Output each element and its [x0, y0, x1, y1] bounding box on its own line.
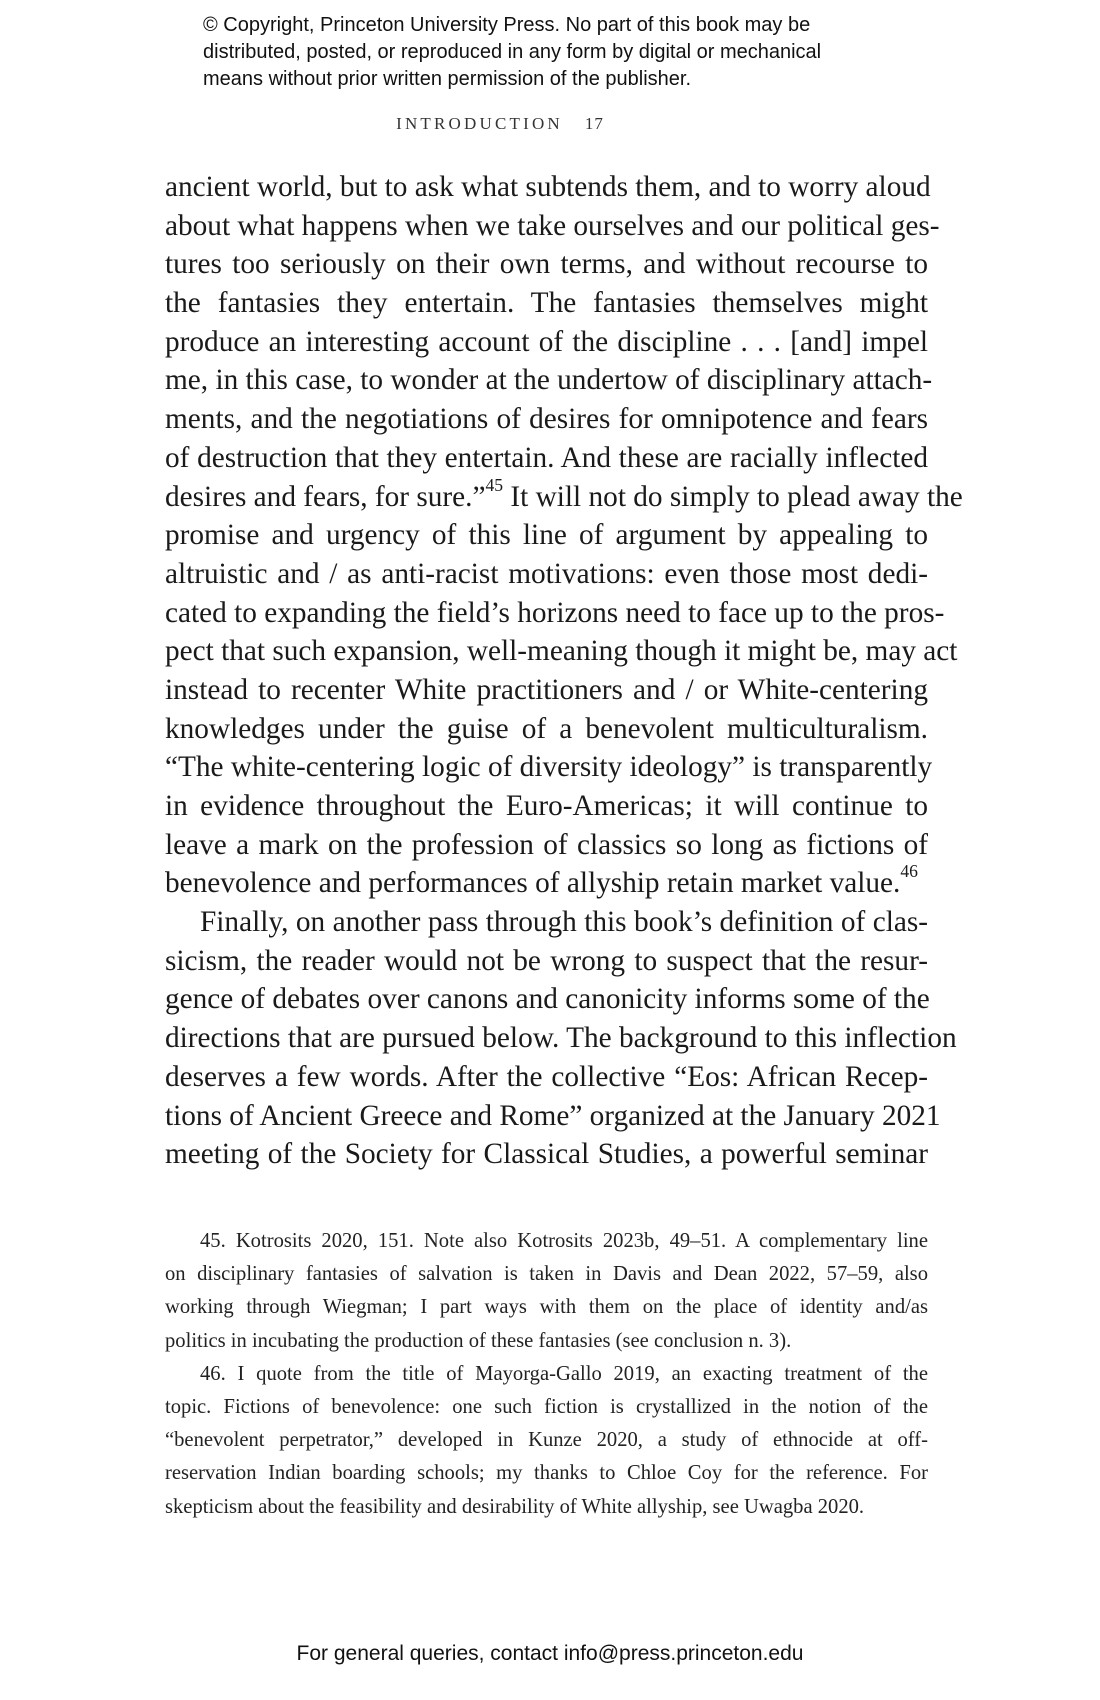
- body-line: about what happens when we take ourselves and our political ges-: [165, 209, 940, 242]
- footer-contact: For general queries, contact info@press.princeton.edu: [296, 1642, 804, 1665]
- body-line: Finally, on another pass through this book’s definition of clas-: [200, 906, 928, 939]
- footnote-ref-46: 46: [900, 861, 918, 882]
- copyright-notice: [203, 12, 923, 93]
- footnote-45-line: 45. Kotrosits 2020, 151. Note also Kotrosits 2023b, 49–51. A complementary line: [200, 1230, 928, 1252]
- footnote-45-line: politics in incubating the production of these fantasies (see conclusion n. 3).: [165, 1329, 792, 1352]
- copyright-line: means without prior written permission of the publisher.: [203, 68, 692, 90]
- body-line: me, in this case, to wonder at the undertow of disciplinary attach-: [165, 364, 933, 397]
- footnotes: [165, 1225, 928, 1524]
- body-line: ancient world, but to ask what subtends them, and to worry aloud: [165, 171, 931, 203]
- body-line: “The white-centering logic of diversity ideology” is transparently: [165, 751, 933, 784]
- body-line: deserves a few words. After the collective “Eos: African Recep-: [165, 1060, 928, 1093]
- footnote-46-line: 46. I quote from the title of Mayorga-Gallo 2019, an exacting treatment of the: [200, 1362, 928, 1385]
- body-line-part: benevolence and performances of allyship retain market value.: [165, 867, 901, 900]
- body-line: produce an interesting account of the discipline . . . [and] impel: [165, 325, 928, 358]
- body-line: ments, and the negotiations of desires for omnipotence and fears: [165, 403, 928, 436]
- footnote-46-line: topic. Fictions of benevolence: one such fiction is crystallized in the notion of the: [165, 1395, 928, 1418]
- body-line: altruistic and / as anti-racist motivations: even those most dedi-: [165, 557, 928, 590]
- body-line: [165, 474, 963, 517]
- body-line: leave a mark on the profession of classics so long as fictions of: [165, 828, 928, 861]
- body-line: directions that are pursued below. The background to this inflection: [165, 1022, 957, 1055]
- page-number: 17: [584, 114, 604, 133]
- body-line: sicism, the reader would not be wrong to suspect that the resur-: [165, 944, 928, 977]
- copyright-line: © Copyright, Princeton University Press. No part of this book may be: [203, 14, 811, 36]
- footnote-45-line: working through Wiegman; I part ways with them on the place of identity and/as: [165, 1296, 928, 1319]
- body-line: tures too seriously on their own terms, and without recourse to: [165, 248, 928, 281]
- body-line: in evidence throughout the Euro-Americas; it will continue to: [165, 790, 928, 822]
- body-line-part: It will not do simply to plead away the: [503, 480, 963, 513]
- body-line: the fantasies they entertain. The fantasies themselves might: [165, 287, 928, 320]
- footnote-ref-45: 45: [485, 474, 504, 495]
- body-line: tions of Ancient Greece and Rome” organized at the January 2021: [165, 1099, 941, 1132]
- copyright-line: distributed, posted, or reproduced in any form by digital or mechanical: [203, 41, 822, 63]
- body-line-part: desires and fears, for sure.”: [165, 480, 486, 513]
- running-head-section: INTRODUCTION: [396, 114, 563, 133]
- body-line: of destruction that they entertain. And these are racially inflected: [165, 441, 928, 474]
- footnote-46-line: skepticism about the feasibility and desirability of White allyship, see Uwagba 2020.: [165, 1495, 865, 1518]
- body-line: [165, 861, 928, 903]
- body-line: pect that such expansion, well-meaning though it might be, may act: [165, 635, 958, 668]
- body-line: promise and urgency of this line of argument by appealing to: [165, 519, 928, 552]
- body-line: cated to expanding the field’s horizons need to face up to the pros-: [165, 596, 945, 629]
- footnote-46-line: “benevolent perpetrator,” developed in Kunze 2020, a study of ethnocide at off-: [165, 1429, 928, 1452]
- footnote-46-line: reservation Indian boarding schools; my thanks to Chloe Coy for the reference. For: [165, 1462, 928, 1485]
- footnote-45-line: on disciplinary fantasies of salvation is taken in Davis and Dean 2022, 57–59, also: [165, 1263, 928, 1286]
- body-line: instead to recenter White practitioners and / or White-centering: [165, 673, 928, 706]
- body-text: [165, 168, 963, 1174]
- body-line: knowledges under the guise of a benevolent multiculturalism.: [165, 712, 928, 745]
- body-line: gence of debates over canons and canonicity informs some of the: [165, 983, 930, 1016]
- running-head: [0, 114, 1000, 134]
- body-line: meeting of the Society for Classical Studies, a powerful seminar: [165, 1138, 928, 1171]
